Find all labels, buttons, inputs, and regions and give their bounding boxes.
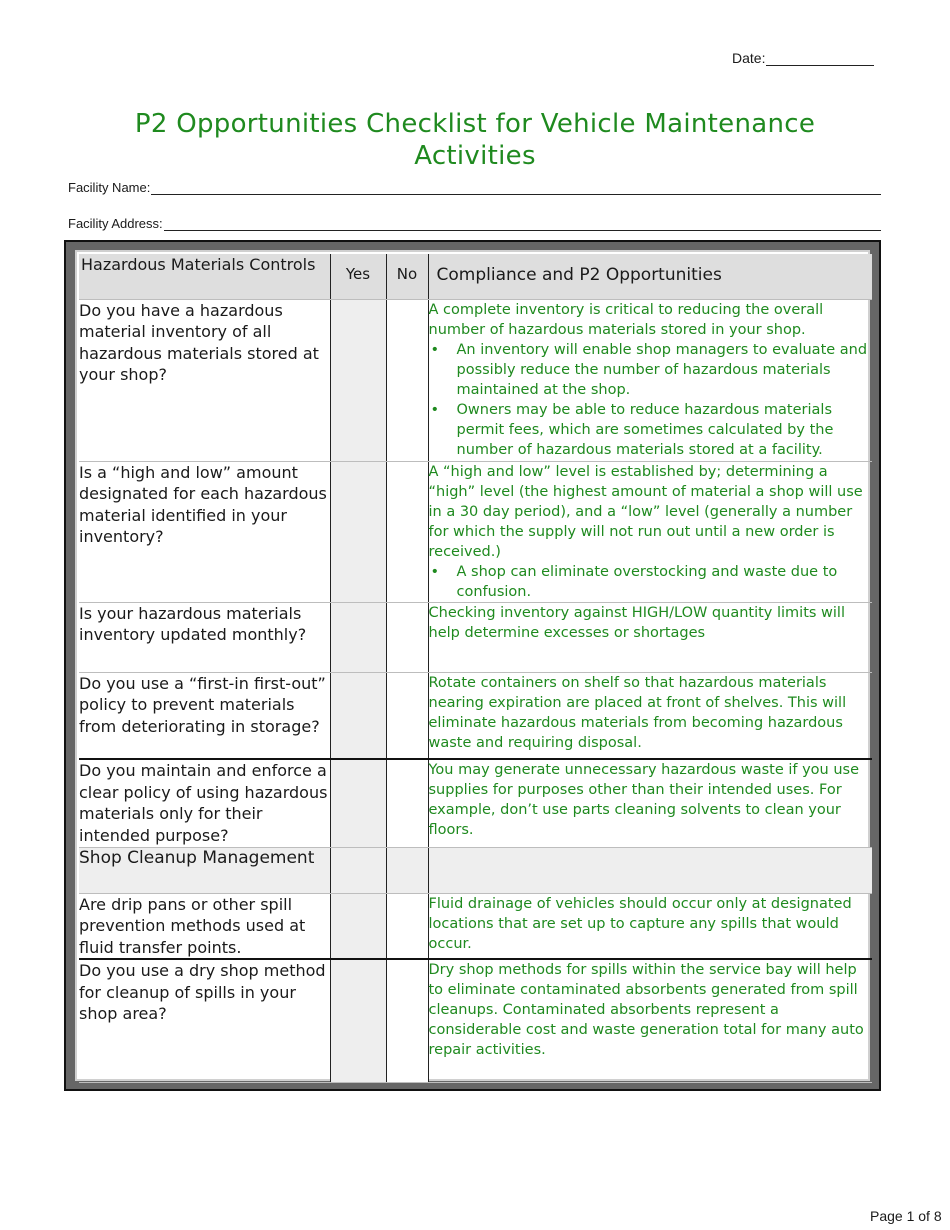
checklist-table — [79, 254, 872, 1083]
bullet-item: • Owners may be able to reduce hazardous materials permit fees, which are sometimes calculated by the number of hazardous materials stored at a facility. — [429, 400, 873, 460]
section-row-shop-cleanup — [79, 847, 872, 893]
table-row — [79, 602, 872, 672]
bullet-item: • An inventory will enable shop managers to evaluate and possibly reduce the number of hazardous materials maintained at the shop. — [429, 340, 873, 400]
facility-address-label: Facility Address: — [68, 216, 163, 231]
page-number: Page 1 of 8 — [870, 1208, 942, 1224]
checklist-frame — [64, 240, 881, 1091]
date-blank-line[interactable] — [766, 51, 874, 66]
compliance-text: A “high and low” level is established by; determining a “high” level (the highest amount of material a shop will use in a 30 day period), and a “low” level (generally a number for which the supply will not run out until a new order is received.) — [428, 463, 863, 560]
yes-checkbox-cell[interactable] — [330, 959, 386, 1082]
table-row — [79, 672, 872, 759]
no-column-header: No — [386, 254, 428, 299]
no-checkbox-cell[interactable] — [386, 461, 428, 602]
facility-address-field[interactable] — [68, 216, 881, 231]
compliance-bullets — [429, 340, 873, 460]
compliance-column-header: Compliance and P2 Opportunities — [428, 254, 872, 299]
compliance-cell — [428, 299, 872, 461]
table-row — [79, 299, 872, 461]
facility-name-field[interactable] — [68, 180, 881, 195]
compliance-cell: Rotate containers on shelf so that hazardous materials nearing expiration are placed at front of shelves. This will eliminate hazardous materials from becoming hazardous waste and requiring disposal. — [428, 672, 872, 759]
question-cell: Is your hazardous materials inventory updated monthly? — [79, 602, 330, 672]
no-checkbox-cell[interactable] — [386, 893, 428, 959]
table-header-row — [79, 254, 872, 299]
table-row — [79, 461, 872, 602]
question-cell: Is a “high and low” amount designated for each hazardous material identified in your inventory? — [79, 461, 330, 602]
compliance-cell: You may generate unnecessary hazardous waste if you use supplies for purposes other than their intended uses. For example, don’t use parts cleaning solvents to clean your floors. — [428, 759, 872, 847]
no-checkbox-cell[interactable] — [386, 672, 428, 759]
question-cell: Do you use a “first-in first-out” policy to prevent materials from deteriorating in storage? — [79, 672, 330, 759]
question-cell: Do you use a dry shop method for cleanup of spills in your shop area? — [79, 959, 330, 1082]
section-compliance-cell — [428, 847, 872, 893]
date-label: Date: — [732, 50, 766, 66]
section-no-cell — [386, 847, 428, 893]
facility-name-label: Facility Name: — [68, 180, 151, 195]
no-checkbox-cell[interactable] — [386, 602, 428, 672]
table-row — [79, 893, 872, 959]
yes-checkbox-cell[interactable] — [330, 672, 386, 759]
yes-checkbox-cell[interactable] — [330, 602, 386, 672]
compliance-text: A complete inventory is critical to reducing the overall number of hazardous materials stored in your shop. — [428, 301, 824, 338]
section-header-shop-cleanup: Shop Cleanup Management — [79, 847, 330, 893]
yes-checkbox-cell[interactable] — [330, 299, 386, 461]
section-yes-cell — [330, 847, 386, 893]
yes-checkbox-cell[interactable] — [330, 461, 386, 602]
yes-checkbox-cell[interactable] — [330, 893, 386, 959]
compliance-bullets — [429, 562, 873, 602]
question-cell: Do you have a hazardous material inventory of all hazardous materials stored at your shop? — [79, 299, 330, 461]
compliance-cell: Dry shop methods for spills within the service bay will help to eliminate contaminated absorbents generated from spill cleanups. Contaminated absorbents represent a considerable cost and waste generation total for many auto repair activities. — [428, 959, 872, 1082]
checklist-panel — [75, 250, 870, 1081]
compliance-cell — [428, 461, 872, 602]
section-header-hazardous-materials: Hazardous Materials Controls — [79, 254, 330, 299]
date-field[interactable] — [732, 50, 874, 66]
compliance-cell: Fluid drainage of vehicles should occur only at designated locations that are set up to capture any spills that would occur. — [428, 893, 872, 959]
table-row — [79, 959, 872, 1082]
no-checkbox-cell[interactable] — [386, 959, 428, 1082]
question-cell: Are drip pans or other spill prevention methods used at fluid transfer points. — [79, 893, 330, 959]
facility-name-blank-line[interactable] — [151, 181, 881, 195]
question-cell: Do you maintain and enforce a clear policy of using hazardous materials only for their intended purpose? — [79, 759, 330, 847]
table-row — [79, 759, 872, 847]
no-checkbox-cell[interactable] — [386, 759, 428, 847]
yes-column-header: Yes — [330, 254, 386, 299]
compliance-cell: Checking inventory against HIGH/LOW quantity limits will help determine excesses or shortages — [428, 602, 872, 672]
facility-address-blank-line[interactable] — [164, 217, 881, 231]
page-title: P2 Opportunities Checklist for Vehicle Maintenance Activities — [134, 109, 816, 171]
no-checkbox-cell[interactable] — [386, 299, 428, 461]
yes-checkbox-cell[interactable] — [330, 759, 386, 847]
bullet-item: • A shop can eliminate overstocking and waste due to confusion. — [429, 562, 873, 602]
